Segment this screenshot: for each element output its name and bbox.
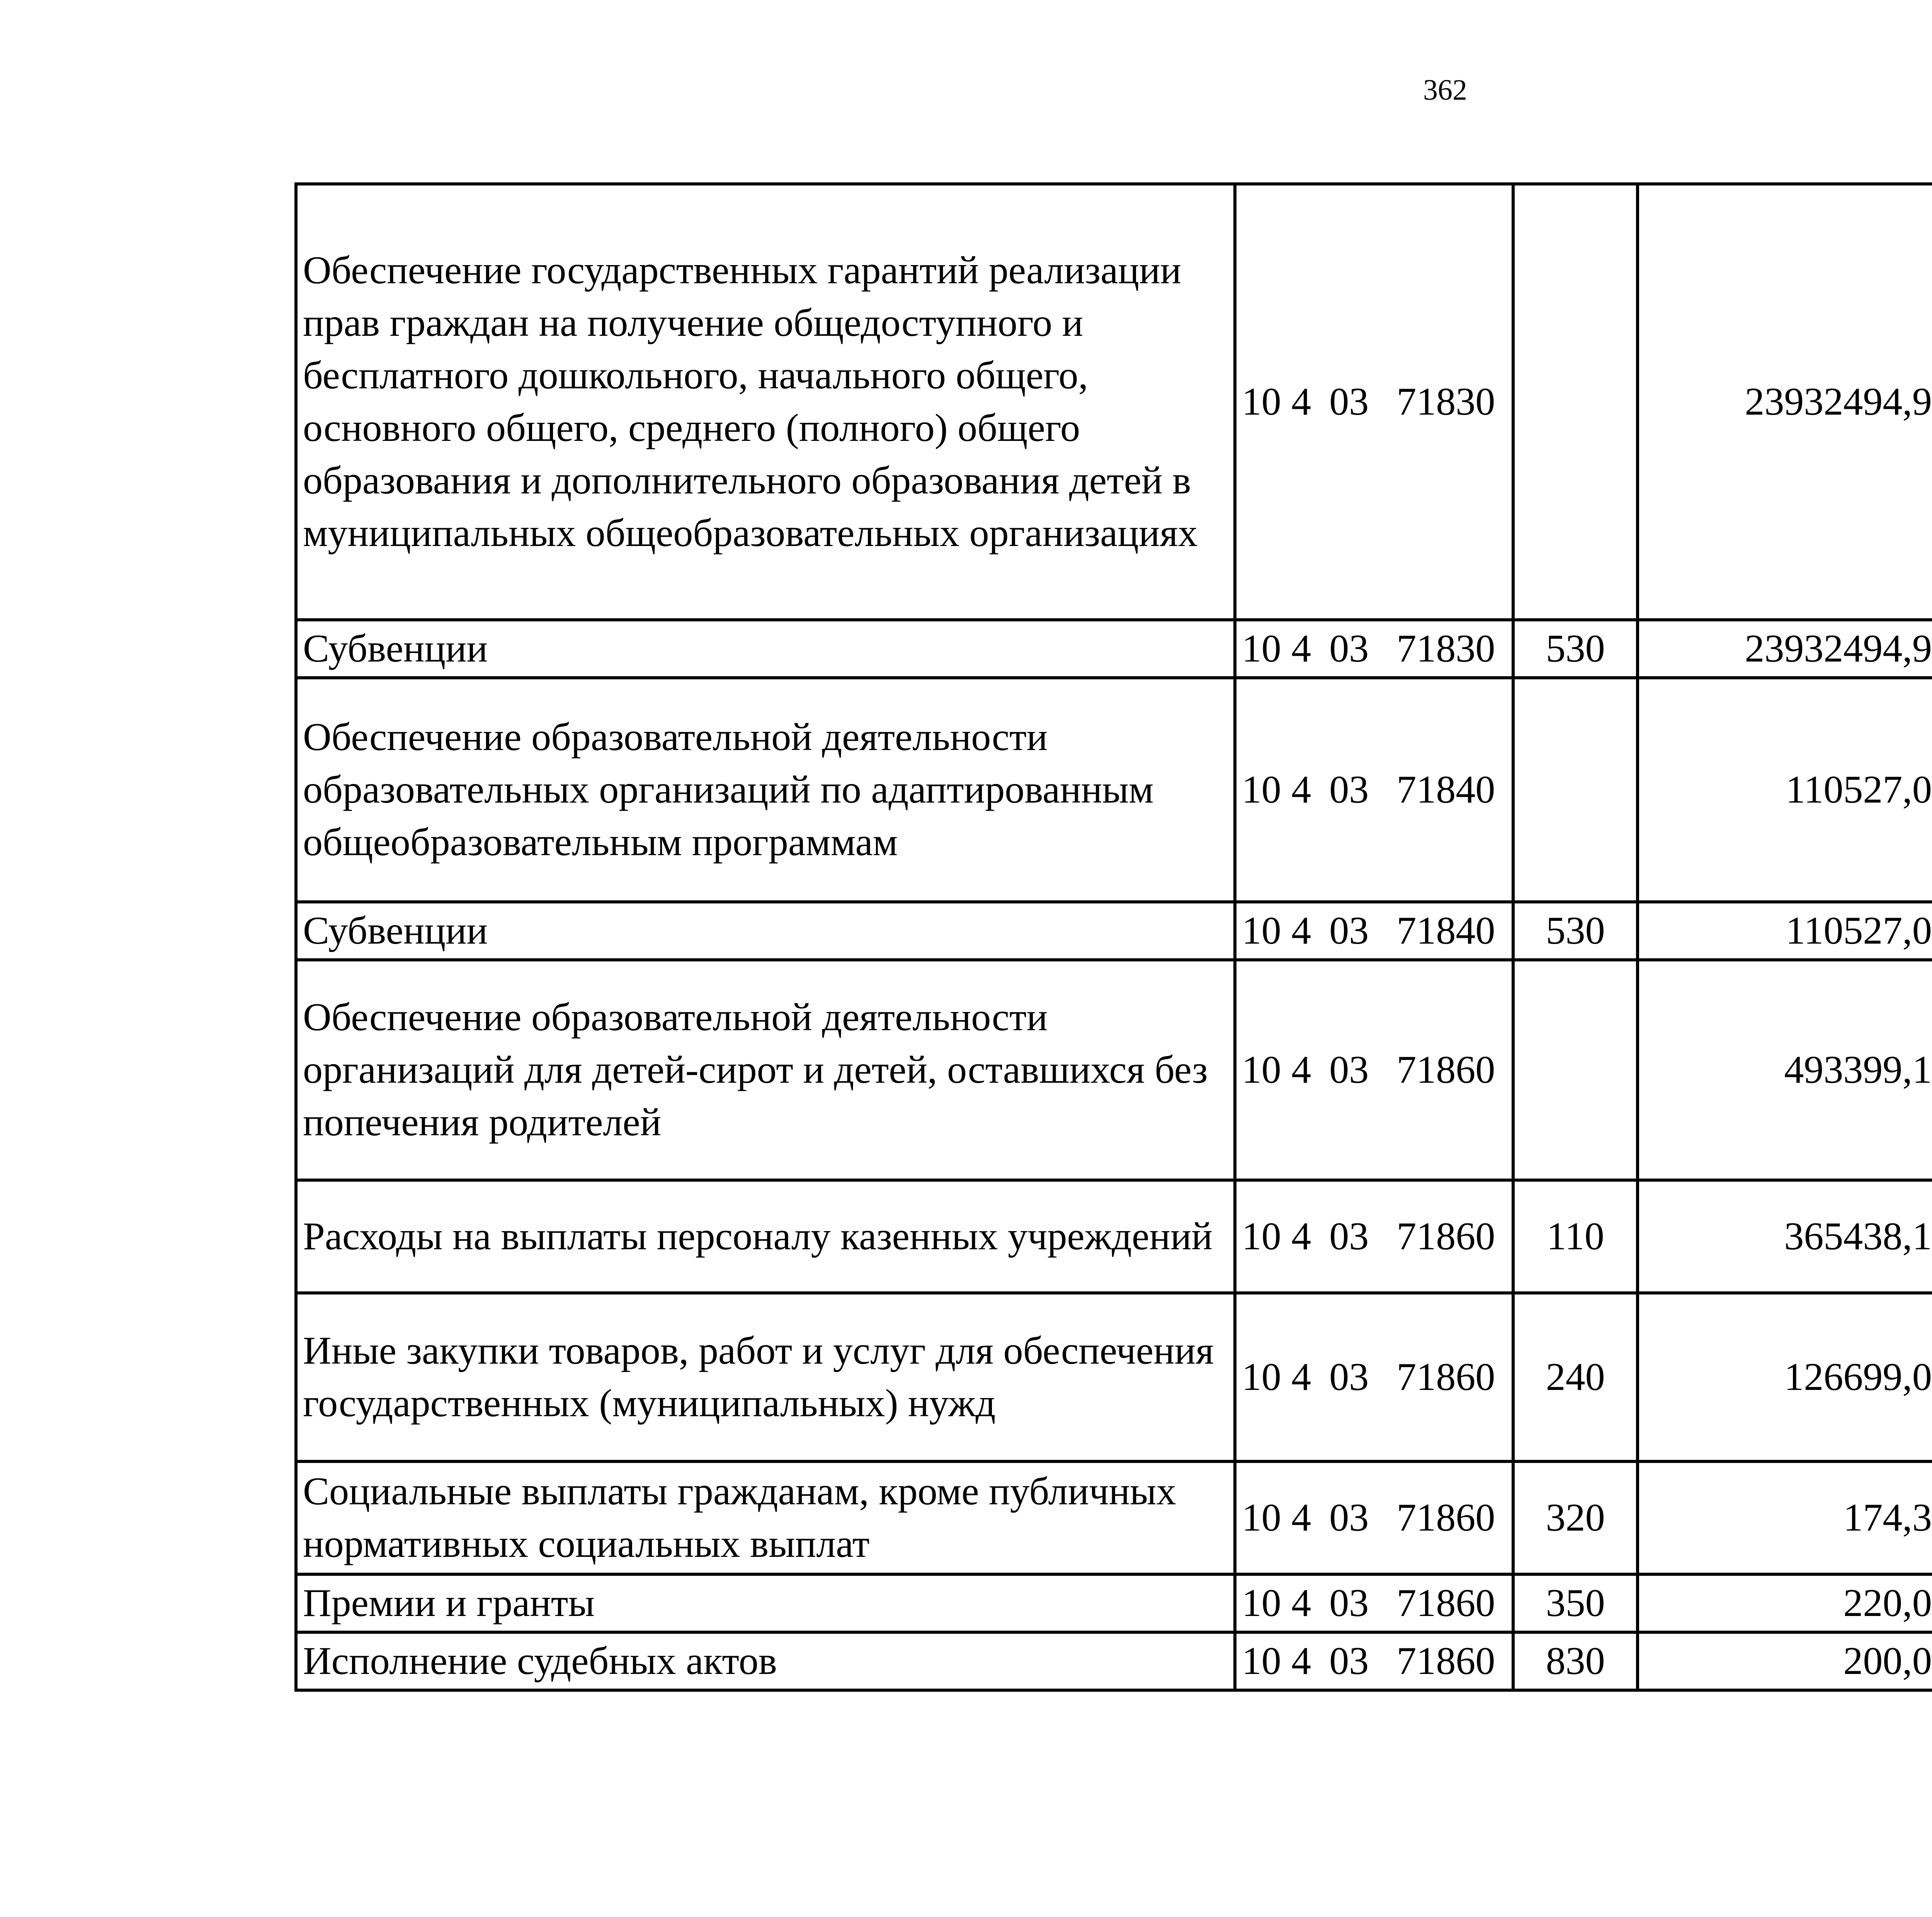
row-section-code: 10 <box>1235 1461 1285 1574</box>
row-expense-type: 830 <box>1513 1632 1638 1690</box>
table-row <box>296 1632 1932 1690</box>
row-program-code: 4 <box>1285 1574 1318 1632</box>
row-program-code: 4 <box>1285 678 1318 902</box>
row-section-code: 10 <box>1235 1632 1285 1690</box>
row-direction-code: 71830 <box>1380 184 1513 620</box>
row-section-code: 10 <box>1235 184 1285 620</box>
row-amount-1: 493399,1 <box>1638 960 1932 1180</box>
row-program-code: 4 <box>1285 620 1318 678</box>
row-amount-1: 220,0 <box>1638 1574 1932 1632</box>
row-direction-code: 71860 <box>1380 1574 1513 1632</box>
row-amount-1: 110527,0 <box>1638 902 1932 960</box>
row-section-code: 10 <box>1235 678 1285 902</box>
row-program-code: 4 <box>1285 1180 1318 1293</box>
row-subprogram-code: 03 <box>1318 1632 1380 1690</box>
table-body <box>296 184 1932 1690</box>
row-description: Премии и гранты <box>296 1574 1235 1632</box>
row-subprogram-code: 03 <box>1318 902 1380 960</box>
table-row <box>296 678 1932 902</box>
row-expense-type <box>1513 678 1638 902</box>
row-section-code: 10 <box>1235 902 1285 960</box>
row-description: Обеспечение образовательной деятельности организаций для детей-сирот и детей, оставшихся без попечения родителей <box>296 960 1235 1180</box>
row-section-code: 10 <box>1235 620 1285 678</box>
row-section-code: 10 <box>1235 1574 1285 1632</box>
row-subprogram-code: 03 <box>1318 678 1380 902</box>
row-program-code: 4 <box>1285 960 1318 1180</box>
page-number: 362 <box>1423 74 1467 106</box>
row-description: Исполнение судебных актов <box>296 1632 1235 1690</box>
row-direction-code: 71860 <box>1380 1180 1513 1293</box>
row-expense-type: 110 <box>1513 1180 1638 1293</box>
row-expense-type: 320 <box>1513 1461 1638 1574</box>
row-description: Субвенции <box>296 902 1235 960</box>
row-description: Социальные выплаты гражданам, кроме публичных нормативных социальных выплат <box>296 1461 1235 1574</box>
row-amount-1: 365438,1 <box>1638 1180 1932 1293</box>
row-amount-1: 200,0 <box>1638 1632 1932 1690</box>
table-row <box>296 902 1932 960</box>
row-direction-code: 71860 <box>1380 1293 1513 1461</box>
row-direction-code: 71830 <box>1380 620 1513 678</box>
table-row <box>296 1293 1932 1461</box>
row-expense-type: 350 <box>1513 1574 1638 1632</box>
row-program-code: 4 <box>1285 1461 1318 1574</box>
row-subprogram-code: 03 <box>1318 1461 1380 1574</box>
row-amount-1: 110527,0 <box>1638 678 1932 902</box>
row-program-code: 4 <box>1285 1293 1318 1461</box>
row-direction-code: 71840 <box>1380 678 1513 902</box>
row-subprogram-code: 03 <box>1318 1574 1380 1632</box>
row-subprogram-code: 03 <box>1318 1180 1380 1293</box>
row-description: Расходы на выплаты персоналу казенных учреждений <box>296 1180 1235 1293</box>
budget-table <box>294 182 1932 1692</box>
row-amount-1: 174,3 <box>1638 1461 1932 1574</box>
table-row <box>296 1180 1932 1293</box>
table-row <box>296 184 1932 620</box>
table-row <box>296 1574 1932 1632</box>
row-program-code: 4 <box>1285 1632 1318 1690</box>
row-description: Субвенции <box>296 620 1235 678</box>
table-row <box>296 1461 1932 1574</box>
row-subprogram-code: 03 <box>1318 184 1380 620</box>
table-row <box>296 620 1932 678</box>
row-subprogram-code: 03 <box>1318 620 1380 678</box>
row-expense-type <box>1513 960 1638 1180</box>
row-description: Обеспечение образовательной деятельности образовательных организаций по адаптированным общеобразовательным программам <box>296 678 1235 902</box>
table-row <box>296 960 1932 1180</box>
row-section-code: 10 <box>1235 960 1285 1180</box>
row-description: Обеспечение государственных гарантий реализации прав граждан на получение общедоступного и бесплатного дошкольного, начального общего, основного общего, среднего (полного) общего образования и дополнительного образования детей в муниципальных общеобразовательных организациях <box>296 184 1235 620</box>
row-description: Иные закупки товаров, работ и услуг для обеспечения государственных (муниципальных) нужд <box>296 1293 1235 1461</box>
row-section-code: 10 <box>1235 1293 1285 1461</box>
row-expense-type: 530 <box>1513 902 1638 960</box>
row-amount-1: 23932494,9 <box>1638 620 1932 678</box>
row-direction-code: 71840 <box>1380 902 1513 960</box>
row-direction-code: 71860 <box>1380 1461 1513 1574</box>
row-amount-1: 126699,0 <box>1638 1293 1932 1461</box>
row-subprogram-code: 03 <box>1318 960 1380 1180</box>
row-section-code: 10 <box>1235 1180 1285 1293</box>
row-program-code: 4 <box>1285 184 1318 620</box>
row-direction-code: 71860 <box>1380 960 1513 1180</box>
row-expense-type <box>1513 184 1638 620</box>
row-direction-code: 71860 <box>1380 1632 1513 1690</box>
row-amount-1: 23932494,9 <box>1638 184 1932 620</box>
row-expense-type: 530 <box>1513 620 1638 678</box>
row-program-code: 4 <box>1285 902 1318 960</box>
row-expense-type: 240 <box>1513 1293 1638 1461</box>
row-subprogram-code: 03 <box>1318 1293 1380 1461</box>
